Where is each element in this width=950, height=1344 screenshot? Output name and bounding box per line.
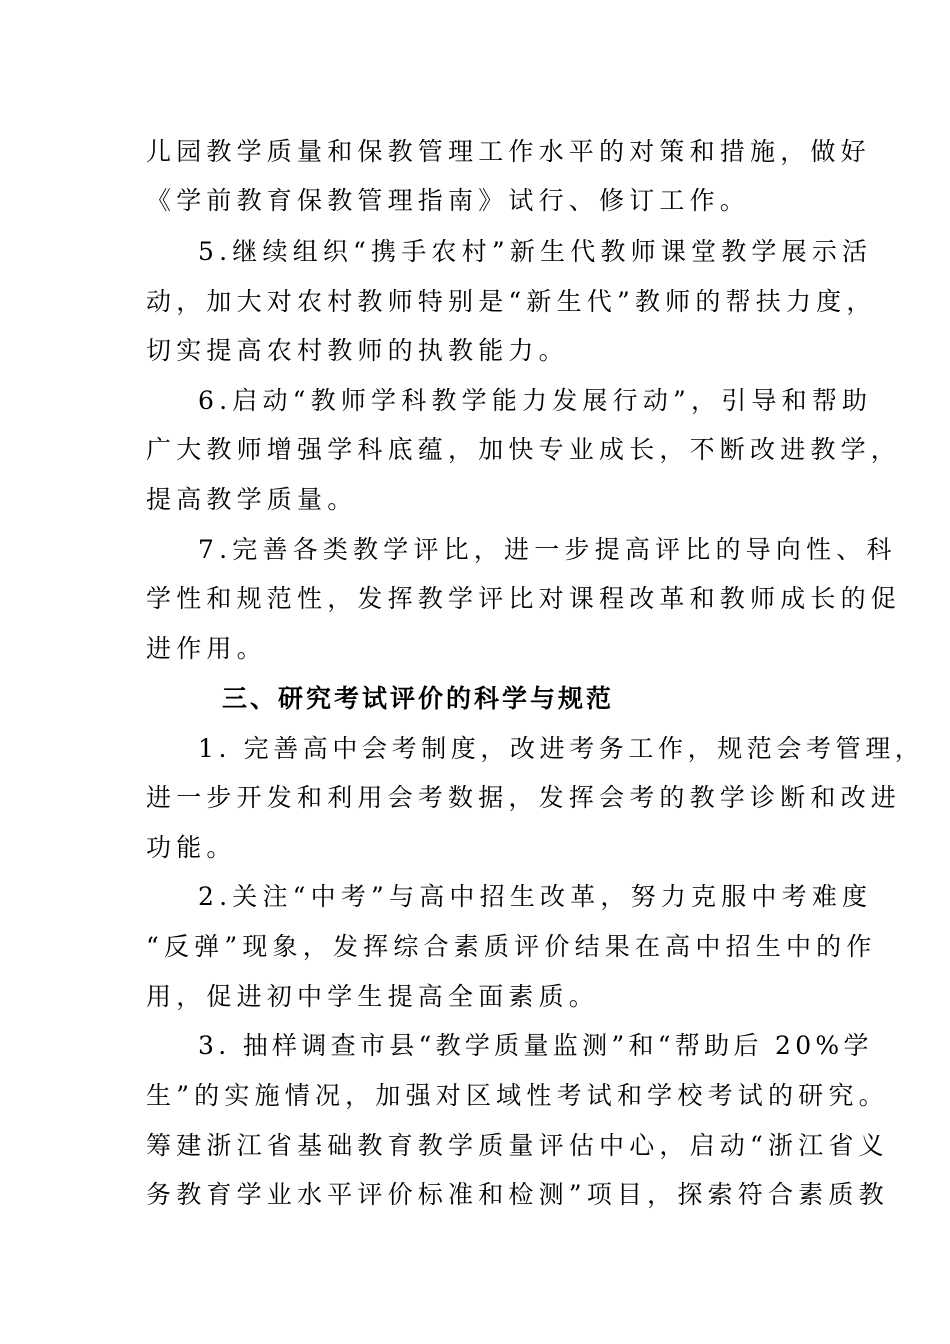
paragraph-line: 用，促进初中学生提高全面素质。 — [146, 982, 600, 1011]
paragraph-line: 儿园教学质量和保教管理工作水平的对策和措施，做好 — [146, 137, 871, 166]
paragraph-line: 切实提高农村教师的执教能力。 — [146, 336, 569, 365]
paragraph-line: 学性和规范性，发挥教学评比对课程改革和教师成长的促 — [146, 584, 902, 613]
paragraph-line: 进作用。 — [146, 634, 267, 663]
paragraph-line: 务教育学业水平评价标准和检测”项目，探索符合素质教 — [146, 1180, 889, 1209]
paragraph-line: 5.继续组织“携手农村”新生代教师课堂教学展示活 — [198, 237, 873, 266]
paragraph-line: 2.关注“中考”与高中招生改革，努力克服中考难度 — [198, 882, 873, 911]
paragraph-line: 1. 完善高中会考制度，改进考务工作，规范会考管理， — [198, 734, 925, 763]
paragraph-line: 筹建浙江省基础教育教学质量评估中心，启动“浙江省义 — [146, 1131, 889, 1160]
paragraph-line: 3. 抽样调查市县“教学质量监测”和“帮助后 20%学 — [198, 1031, 873, 1060]
section-heading: 三、研究考试评价的科学与规范 — [222, 684, 615, 713]
paragraph-line: 广大教师增强学科底蕴，加快专业成长，不断改进教学， — [146, 435, 902, 464]
paragraph-line: 《学前教育保教管理指南》试行、修订工作。 — [146, 186, 751, 215]
paragraph-line: 动，加大对农村教师特别是“新生代”教师的帮扶力度， — [146, 287, 877, 316]
paragraph-line: 生”的实施情况，加强对区域性考试和学校考试的研究。 — [146, 1081, 889, 1110]
paragraph-line: 进一步开发和利用会考数据，发挥会考的教学诊断和改进 — [146, 783, 902, 812]
paragraph-line: 7.完善各类教学评比，进一步提高评比的导向性、科 — [198, 535, 897, 564]
paragraph-line: “反弹”现象，发挥综合素质评价结果在高中招生中的作 — [146, 932, 877, 961]
paragraph-line: 提高教学质量。 — [146, 485, 358, 514]
paragraph-line: 6.启动“教师学科教学能力发展行动”，引导和帮助 — [198, 386, 873, 415]
paragraph-line: 功能。 — [146, 833, 237, 862]
